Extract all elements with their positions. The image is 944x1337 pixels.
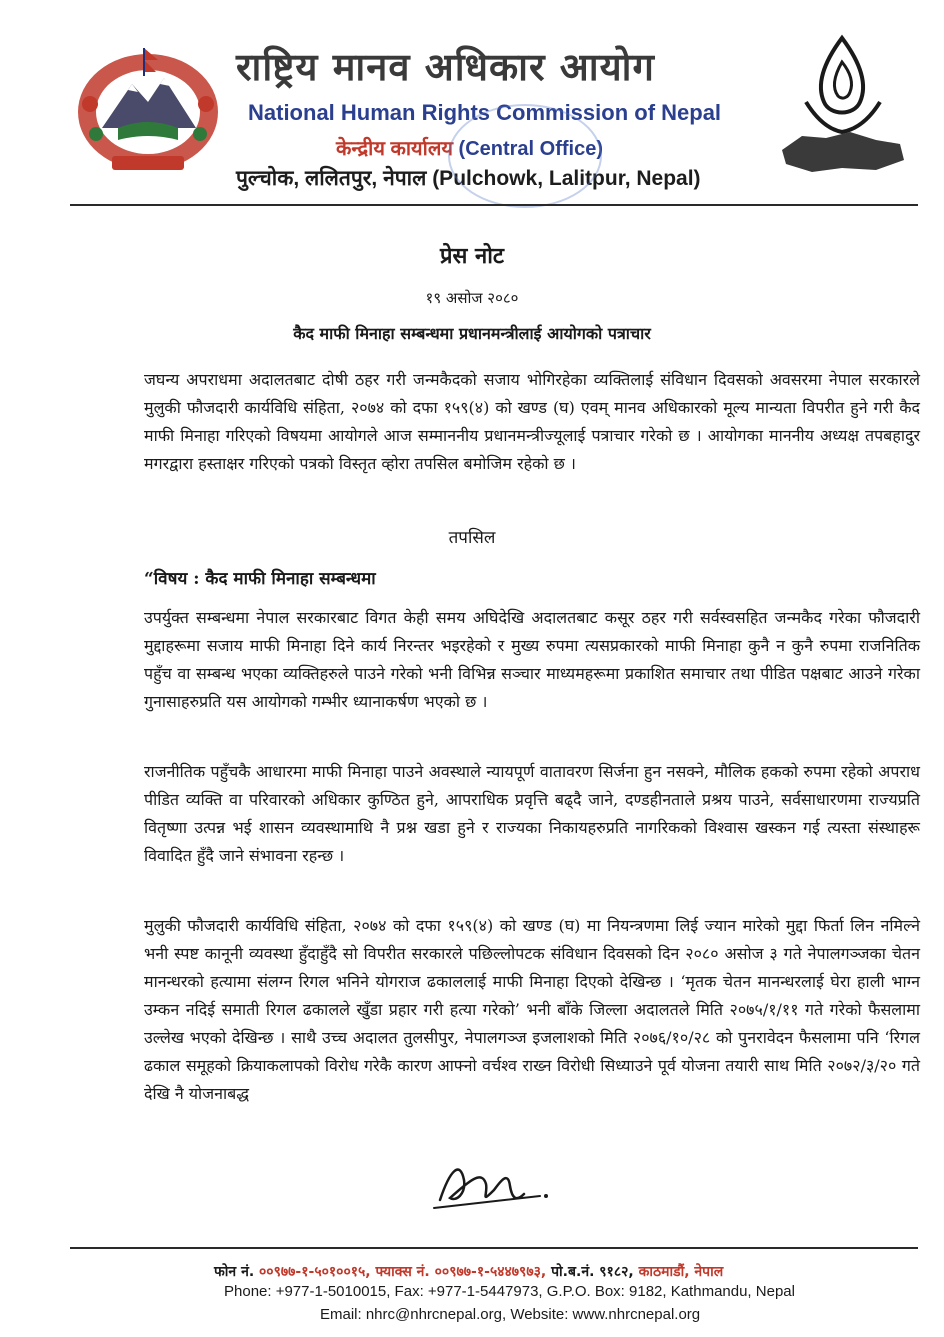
- office-name-english: (Central Office): [458, 138, 604, 160]
- footer-contact-english: Phone: +977-1-5010015, Fax: +977-1-5447973, G.P.O. Box: 9182, Kathmandu, Nepal: [224, 1283, 795, 1300]
- footer-phone-label: फोन नं.: [214, 1264, 255, 1280]
- details-heading: तपसिल: [448, 528, 496, 548]
- footer-city: काठमाडौं, नेपाल: [638, 1264, 724, 1280]
- address-english: (Pulchowk, Lalitpur, Nepal): [432, 167, 701, 190]
- footer-contact-nepali: [214, 1262, 723, 1281]
- footer-email-website: Email: nhrc@nhrcnepal.org, Website: www.nhrcnepal.org: [320, 1306, 701, 1323]
- document-title: प्रेस नोट: [439, 243, 505, 269]
- footer-fax-label: फ्याक्स नं.: [375, 1264, 430, 1280]
- signature-mark: [420, 1150, 560, 1220]
- footer-phone-value: ००९७७-१-५०१००१५,: [259, 1264, 371, 1280]
- office-stamp-seal: [448, 104, 602, 208]
- footer-divider: [70, 1247, 918, 1249]
- address-nepali: पुल्चोक, ललितपुर, नेपाल: [236, 167, 427, 190]
- nhrc-logo: [772, 32, 912, 182]
- body-paragraph-2: राजनीतिक पहुँचकै आधारमा माफी मिनाहा पाउने अवस्थाले न्यायपूर्ण वातावरण सिर्जना हुन नसक्ने, मौलिक हकको रुपमा रहेको अपराध पीडित व्यक्ति वा परिवारको अधिकार कुण्ठित हुने, आपराधिक प्रवृत्ति बढ्दै जाने, दण्डहीनताले प्रश्रय पाउने, सर्वसाधारणमा राज्यप्रति वितृष्णा उत्पन्न भई शासन व्यवस्थामाथि नै प्रश्न खडा हुने र राज्यका निकायहरुप्रति नागरिकको विश्वास खस्कन गई त्यस्ता संस्थाहरू विवादित हुँदै जाने संभावना रहन्छ ।: [144, 762, 920, 865]
- document-subject: कैद माफी मिनाहा सम्बन्धमा प्रधानमन्त्रीलाई आयोगको पत्राचार: [293, 324, 651, 343]
- body-paragraph-3: मुलुकी फौजदारी कार्यविधि संहिता, २०७४ को दफा १५९(४) को खण्ड (घ) मा नियन्त्रणमा लिई ज्यान मारेको मुद्दा फिर्ता लिन नमिल्ने भनी स्पष्ट कानूनी व्यवस्था हुँदाहुँदै सो विपरीत सरकारले पछिल्लोपटक संविधान दिवसको दिन २०८० असोज ३ गते नेपालगञ्जका चेतन मानन्धरको हत्यामा संलग्न रिगल भनिने योगराज ढकाललाई माफी मिनाहा दिएको देखिन्छ । ‘मृतक चेतन मानन्धरलाई घेरा हाली भाग्न उम्कन नदिई समाती रिगल ढकालले खुँडा प्रहार गरी हत्या गरेको’ भनी बाँके जिल्ला अदालतले मिति २०७५/१/११ गते गरेको फैसलामा उल्लेख भएको देखिन्छ । साथै उच्च अदालत तुलसीपुर, नेपालगञ्ज इजलाशको मिति २०७६/१०/२८ को पुनरावेदन फैसलामा पनि ‘रिगल ढकाल समूहको क्रियाकलापको विरोध गरेकै कारण आफ्नो वर्चश्व राख्न विरोधी सिध्याउने पूर्व योजना तयारी साथ मिति २०७२/३/२० गते देखि नै योजनाबद्ध: [144, 916, 920, 1103]
- intro-paragraph: जघन्य अपराधमा अदालतबाट दोषी ठहर गरी जन्मकैदको सजाय भोगिरहेका व्यक्तिलाई संविधान दिवसको अवसरमा नेपाल सरकारले मुलुकी फौजदारी कार्यविधि संहिता, २०७४ को दफा १५९(४) को खण्ड (घ) एवम् मानव अधिकारको मूल्य मान्यता विपरीत हुने गरी कैद माफी मिनाहा गरिएको विषयमा आयोगले आज सम्माननीय प्रधानमन्त्रीज्यूलाई पत्राचार गरेको छ । आयोगका माननीय अध्यक्ष तपबहादुर मगरद्वारा हस्ताक्षर गरिएको पत्रको विस्तृत व्होरा तपसिल बमोजिम रहेको छ ।: [144, 370, 920, 473]
- nepal-coat-of-arms-logo: [72, 44, 224, 176]
- letter-subject: “विषय : कैद माफी मिनाहा सम्बन्धमा: [144, 569, 376, 589]
- header-divider: [70, 204, 918, 206]
- office-name-nepali: केन्द्रीय कार्यालय: [336, 138, 453, 160]
- commission-name-nepali: राष्ट्रिय मानव अधिकार आयोग: [236, 45, 655, 89]
- body-paragraph-1: उपर्युक्त सम्बन्धमा नेपाल सरकारबाट विगत केही समय अघिदेखि अदालतबाट कसूर ठहर गरी सर्वस्वसहित जन्मकैद गरेका फौजदारी मुद्दाहरूमा सजाय माफी मिनाहा दिने कार्य निरन्तर भइरहेको र मुख्य रुपमा त्यसप्रकारको माफी मिनाहा कुनै न कुनै रुपमा राजनितिक पहुँच वा सम्बन्ध भएका व्यक्तिहरुले पाउने गरेको भनी विभिन्न सञ्चार माध्यमहरूमा प्रकाशित समाचार तथा पीडित पक्षबाट आउने गरेका गुनासाहरुप्रति यस आयोगको गम्भीर ध्यानाकर्षण भएको छ ।: [144, 608, 920, 711]
- document-date: १९ असोज २०८०: [425, 289, 519, 307]
- commission-name-english: National Human Rights Commission of Nepal: [248, 100, 722, 125]
- footer-pobox: पो.ब.नं. ९१८२,: [551, 1264, 634, 1280]
- footer-fax-value: ००९७७-१-५४४७९७३,: [434, 1264, 547, 1280]
